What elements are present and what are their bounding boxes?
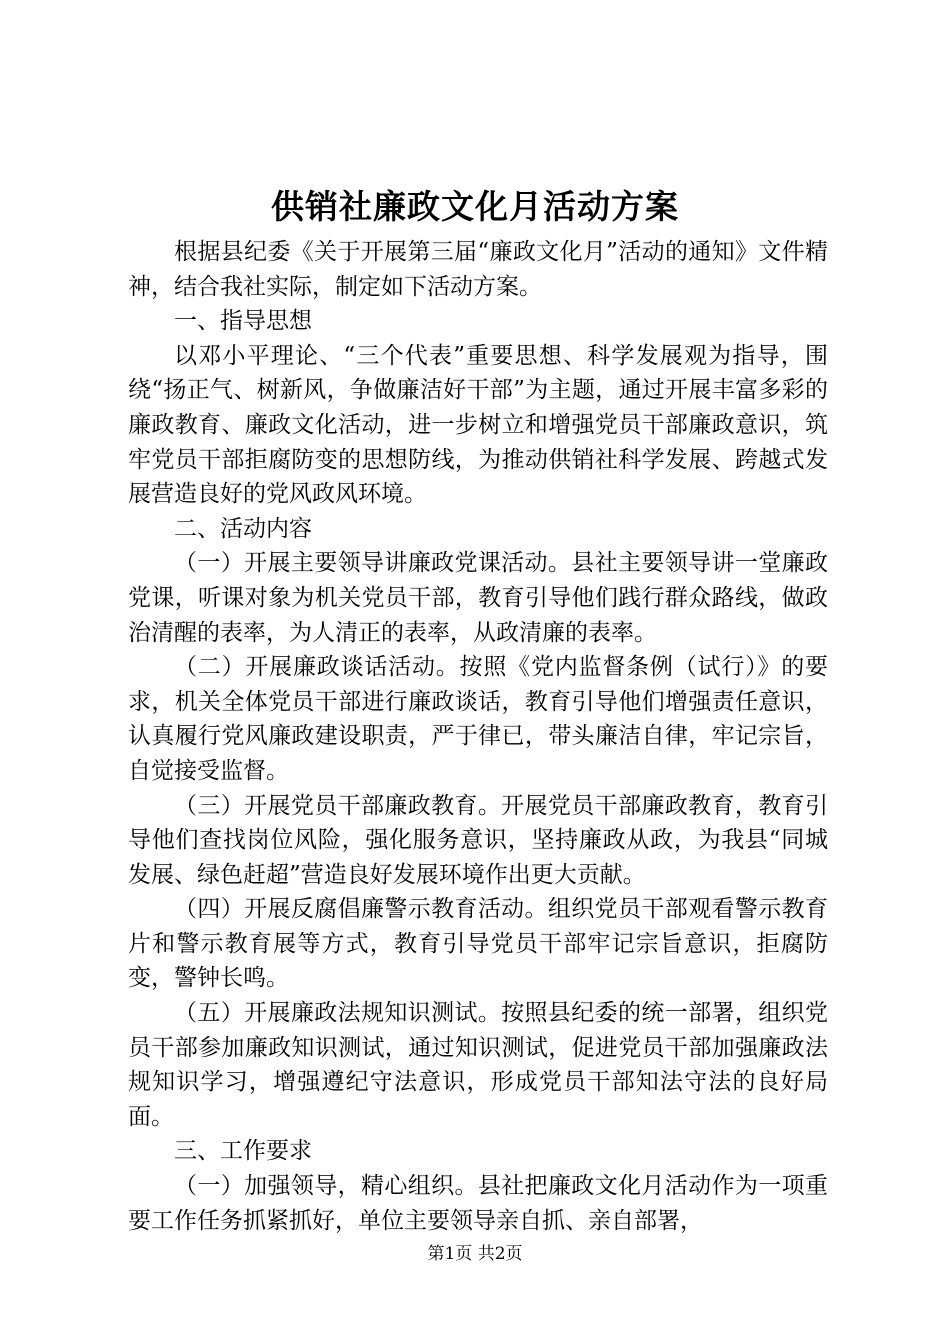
paragraph-guiding-thought: 以邓小平理论、“三个代表”重要思想、科学发展观为指导，围绕“扬正气、树新风，争做廉洁好干部”为主题，通过开展丰富多彩的廉政教育、廉政文化活动，进一步树立和增强党员干部廉政意识，筑牢党员干部拒腐防变的思想防线，为推动供销社科学发展、跨越式发展营造良好的党风政风环境。	[128, 342, 828, 508]
document-title: 供销社廉政文化月活动方案	[271, 187, 679, 226]
section-heading-guiding-thought: 一、指导思想	[174, 308, 312, 335]
paragraph-activity-5: （五）开展廉政法规知识测试。按照县纪委的统一部署，组织党员干部参加廉政知识测试，通过知识测试，促进党员干部加强廉政法规知识学习，增强遵纪守法意识，形成党员干部知法守法的良好局面。	[128, 1000, 828, 1130]
paragraph-activity-4: （四）开展反腐倡廉警示教育活动。组织党员干部观看警示教育片和警示教育展等方式，教育引导党员干部牢记宗旨意识，拒腐防变，警钟长鸣。	[128, 896, 828, 992]
paragraph-activity-3: （三）开展党员干部廉政教育。开展党员干部廉政教育，教育引导他们查找岗位风险，强化服务意识，坚持廉政从政，为我县“同城发展、绿色赶超”营造良好发展环境作出更大贡献。	[128, 792, 828, 888]
paragraph-requirement-1: （一）加强领导，精心组织。县社把廉政文化月活动作为一项重要工作任务抓紧抓好，单位主要领导亲自抓、亲自部署，	[128, 1173, 828, 1234]
paragraph-activity-2: （二）开展廉政谈话活动。按照《党内监督条例（试行）》的要求，机关全体党员干部进行廉政谈话，教育引导他们增强责任意识，认真履行党风廉政建设职责，严于律已，带头廉洁自律，牢记宗旨，自觉接受监督。	[128, 654, 828, 784]
paragraph-intro: 根据县纪委《关于开展第三届“廉政文化月”活动的通知》文件精神，结合我社实际，制定如下活动方案。	[128, 239, 828, 300]
page-footer: 第1页 共2页	[427, 1244, 523, 1264]
document-body	[128, 235, 828, 1238]
section-heading-requirements: 三、工作要求	[174, 1138, 312, 1165]
section-heading-activities: 二、活动内容	[174, 515, 312, 542]
paragraph-activity-1: （一）开展主要领导讲廉政党课活动。县社主要领导讲一堂廉政党课，听课对象为机关党员干部，教育引导他们践行群众路线，做政治清醒的表率，为人清正的表率，从政清廉的表率。	[128, 550, 828, 646]
